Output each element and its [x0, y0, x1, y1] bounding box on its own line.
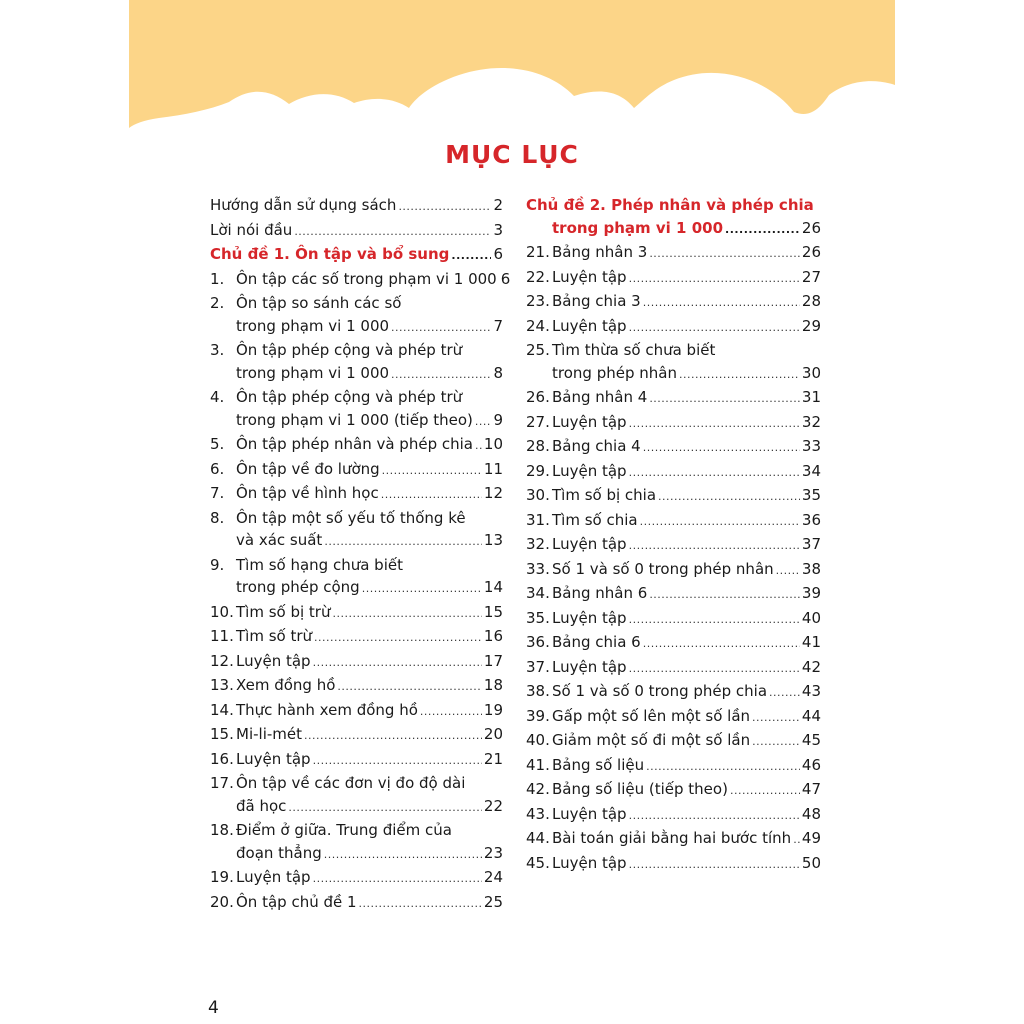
toc-entry — [526, 631, 821, 656]
toc-entry — [526, 729, 821, 754]
dot-leader — [793, 829, 800, 852]
toc-entry-number: 17. — [210, 774, 234, 792]
toc-entry-title: Ôn tập về hình học — [236, 484, 379, 502]
toc-entry-number: 33. — [526, 559, 550, 578]
toc-entry-title: Tìm số hạng chưa biết — [236, 555, 403, 574]
toc-entry-page: 33 — [801, 437, 821, 455]
toc-entry-number: 21. — [526, 243, 550, 261]
toc-entry-number: 37. — [526, 657, 550, 676]
dot-leader — [398, 196, 491, 219]
dot-leader — [725, 219, 800, 242]
dot-leader — [324, 844, 482, 867]
toc-entry-number: 9. — [210, 555, 225, 574]
toc-entry-page: 2 — [493, 196, 503, 214]
toc-entry-page: 38 — [801, 559, 821, 578]
toc-entry-number: 1. — [210, 269, 225, 288]
toc-entry-page: 22 — [483, 796, 503, 815]
toc-entry — [210, 219, 503, 244]
toc-chapter-heading — [526, 194, 821, 241]
toc-entry-number: 39. — [526, 706, 550, 725]
toc-chapter-heading — [210, 243, 503, 268]
toc-entry-title: Hướng dẫn sử dụng sách — [210, 196, 397, 214]
dot-leader — [769, 682, 800, 705]
dot-leader — [475, 435, 482, 458]
toc-entry-title: Ôn tập về các đơn vị đo độ dài — [236, 774, 466, 792]
toc-entry-title: Bài toán giải bằng hai bước tính — [552, 829, 792, 847]
toc-entry-title: Chủ đề 1. Ôn tập và bổ sung — [210, 245, 450, 263]
dot-leader — [359, 893, 482, 916]
toc-entry-title: Ôn tập phép cộng và phép trừ — [236, 388, 463, 406]
toc-entry-number: 34. — [526, 584, 550, 602]
toc-entry-title: Bảng nhân 4 — [552, 388, 648, 406]
toc-entry — [526, 509, 821, 534]
toc-entry — [526, 411, 821, 436]
toc-entry-page: 50 — [801, 853, 821, 872]
toc-entry-page: 12 — [483, 484, 503, 502]
book-page — [129, 0, 895, 1024]
toc-entry-title: Luyện tập — [552, 535, 627, 553]
toc-entry-page: 27 — [801, 267, 821, 286]
dot-leader — [640, 511, 800, 534]
toc-entry — [526, 315, 821, 340]
toc-entry — [210, 433, 503, 458]
toc-entry-number: 32. — [526, 535, 550, 553]
toc-entry-title: Luyện tập — [236, 651, 311, 670]
toc-entry-title: đoạn thẳng — [236, 843, 322, 862]
toc-entry-page: 47 — [801, 780, 821, 798]
dot-leader — [629, 413, 800, 436]
toc-entry-number: 11. — [210, 627, 234, 645]
dot-leader — [629, 268, 800, 291]
toc-entry-page: 11 — [483, 459, 503, 478]
dot-leader — [752, 731, 800, 754]
toc-entry-page: 16 — [483, 627, 503, 645]
toc-entry — [210, 507, 503, 554]
dot-leader — [420, 701, 482, 724]
toc-entry-page: 26 — [801, 243, 821, 261]
toc-entry — [526, 754, 821, 779]
toc-entry-page: 3 — [493, 220, 503, 239]
toc-entry-number: 15. — [210, 725, 234, 743]
toc-entry-title: Gấp một số lên một số lần — [552, 706, 751, 725]
toc-entry-title: Tìm số chia — [552, 510, 638, 529]
toc-entry-title: Ôn tập các số trong phạm vi 1 000 — [236, 269, 497, 288]
toc-entry-title: Luyện tập — [552, 853, 627, 872]
toc-entry — [526, 827, 821, 852]
toc-entry — [210, 866, 503, 891]
toc-entry-title: trong phạm vi 1 000 — [236, 316, 390, 335]
toc-entry-page: 49 — [801, 829, 821, 847]
toc-entry-number: 45. — [526, 853, 550, 872]
toc-entry-number: 14. — [210, 700, 234, 719]
toc-entry-number: 43. — [526, 804, 550, 823]
toc-entry-page: 39 — [801, 584, 821, 602]
toc-entry-page: 8 — [493, 363, 503, 382]
toc-entry-title: Tìm số bị trừ — [236, 602, 331, 621]
cloud-header-decoration — [129, 0, 895, 140]
toc-entry — [210, 819, 503, 866]
toc-column-left — [210, 194, 511, 915]
toc-entry-number: 30. — [526, 486, 550, 504]
dot-leader — [629, 317, 800, 340]
toc-entry-number: 4. — [210, 388, 225, 406]
toc-entry — [526, 607, 821, 632]
toc-entry-page: 15 — [483, 602, 503, 621]
toc-entry-title: Bảng nhân 3 — [552, 243, 648, 261]
toc-entry-title: Chủ đề 2. Phép nhân và phép chia — [526, 196, 814, 214]
toc-entry — [526, 680, 821, 705]
toc-entry-number: 22. — [526, 267, 550, 286]
toc-entry-title: Luyện tập — [552, 657, 627, 676]
toc-entry-number: 19. — [210, 868, 234, 886]
toc-entry — [526, 460, 821, 485]
toc-entry-title: đã học — [236, 796, 287, 815]
page-number: 4 — [208, 998, 219, 1018]
dot-leader — [649, 243, 800, 266]
toc-entry-title: Xem đồng hồ — [236, 676, 336, 694]
toc-entry-page: 32 — [801, 412, 821, 431]
toc-entry-title: Luyện tập — [236, 749, 311, 768]
toc-entry-page: 46 — [801, 755, 821, 774]
page-title: MỤC LỤC — [445, 140, 579, 169]
toc-entry-title: Luyện tập — [552, 461, 627, 480]
toc-entry — [526, 705, 821, 730]
toc-entry-page: 26 — [801, 218, 821, 237]
toc-entry-page: 24 — [483, 868, 503, 886]
toc-entry-number: 36. — [526, 633, 550, 651]
toc-entry-title: trong phạm vi 1 000 (tiếp theo) — [236, 410, 473, 429]
toc-entry-title: Luyện tập — [552, 804, 627, 823]
toc-entry-number: 2. — [210, 294, 225, 312]
toc-entry-page: 36 — [801, 510, 821, 529]
toc-entry-title: Luyện tập — [552, 267, 627, 286]
toc-entry-title: Bảng chia 6 — [552, 633, 641, 651]
toc-entry-number: 12. — [210, 651, 234, 670]
toc-entry — [210, 891, 503, 916]
toc-entry-number: 3. — [210, 341, 225, 359]
toc-entry-page: 10 — [483, 435, 503, 453]
dot-leader — [629, 462, 800, 485]
toc-entry — [526, 339, 821, 386]
toc-entry-number: 20. — [210, 892, 234, 911]
toc-entry-title: Bảng số liệu — [552, 755, 645, 774]
toc-entry — [210, 554, 503, 601]
toc-entry — [526, 656, 821, 681]
dot-leader — [629, 658, 800, 681]
toc-entry-title: Luyện tập — [552, 412, 627, 431]
dot-leader — [324, 531, 482, 554]
toc-entry-title: trong phạm vi 1 000 — [552, 218, 724, 237]
toc-entry-page: 35 — [801, 486, 821, 504]
dot-leader — [629, 535, 800, 558]
toc-entry-page: 43 — [801, 682, 821, 700]
toc-entry-page: 37 — [801, 535, 821, 553]
toc-entry-number: 13. — [210, 676, 234, 694]
toc-entry-page: 45 — [801, 731, 821, 749]
toc-entry — [526, 290, 821, 315]
toc-entry — [210, 482, 503, 507]
toc-entry-title: Bảng số liệu (tiếp theo) — [552, 780, 728, 798]
toc-entry-number: 40. — [526, 731, 550, 749]
toc-entry-title: Luyện tập — [236, 868, 311, 886]
toc-entry — [526, 852, 821, 877]
toc-entry-title: Ôn tập chủ đề 1 — [236, 892, 357, 911]
dot-leader — [629, 609, 800, 632]
toc-entry-page: 41 — [801, 633, 821, 651]
dot-leader — [391, 364, 491, 387]
toc-entry — [210, 674, 503, 699]
toc-entry-number: 29. — [526, 461, 550, 480]
dot-leader — [730, 780, 800, 803]
toc-entry — [526, 558, 821, 583]
toc-entry-title: trong phạm vi 1 000 — [236, 363, 390, 382]
toc-entry-title: Giảm một số đi một số lần — [552, 731, 751, 749]
toc-entry-page: 6 — [500, 269, 511, 288]
toc-entry — [210, 601, 503, 626]
dot-leader — [332, 603, 481, 626]
dot-leader — [288, 797, 481, 820]
dot-leader — [629, 805, 800, 828]
toc-entry-title: Bảng chia 4 — [552, 437, 641, 455]
toc-entry-page: 13 — [483, 531, 503, 549]
toc-entry-page: 23 — [483, 843, 503, 862]
toc-entry — [526, 778, 821, 803]
toc-entry-number: 7. — [210, 484, 225, 502]
toc-entry-page: 17 — [483, 651, 503, 670]
toc-entry-title: Ôn tập phép nhân và phép chia — [236, 435, 473, 453]
toc-entry-number: 8. — [210, 508, 225, 527]
toc-entry-number: 6. — [210, 459, 225, 478]
dot-leader — [679, 364, 800, 387]
toc-entry — [526, 435, 821, 460]
dot-leader — [391, 317, 491, 340]
toc-entry-page: 34 — [801, 461, 821, 480]
toc-entry — [526, 241, 821, 266]
toc-entry — [210, 723, 503, 748]
toc-entry-title: Bảng nhân 6 — [552, 584, 648, 602]
toc-entry-page: 31 — [801, 388, 821, 406]
dot-leader — [313, 868, 482, 891]
toc-entry-number: 27. — [526, 412, 550, 431]
toc-entry — [210, 699, 503, 724]
toc-entry — [210, 625, 503, 650]
toc-entry — [210, 339, 503, 386]
toc-entry-title: Tìm số trừ — [236, 627, 313, 645]
toc-entry-number: 44. — [526, 829, 550, 847]
toc-entry — [526, 533, 821, 558]
toc-entry — [210, 650, 503, 675]
dot-leader — [313, 750, 482, 773]
toc-entry-page: 6 — [493, 245, 503, 263]
toc-entry — [210, 268, 511, 293]
toc-entry-title: Lời nói đầu — [210, 220, 293, 239]
toc-entry-number: 5. — [210, 435, 225, 453]
dot-leader — [649, 388, 800, 411]
toc-entry-number: 41. — [526, 755, 550, 774]
dot-leader — [313, 652, 482, 675]
dot-leader — [643, 437, 800, 460]
toc-entry-page: 14 — [483, 578, 503, 596]
dot-leader — [337, 676, 482, 699]
toc-entry-number: 16. — [210, 749, 234, 768]
dot-leader — [643, 292, 800, 315]
dot-leader — [776, 560, 800, 583]
toc-entry-page: 30 — [801, 363, 821, 382]
toc-entry — [210, 772, 503, 819]
toc-entry-page: 19 — [483, 700, 503, 719]
toc-entry-title: Luyện tập — [552, 608, 627, 627]
toc-entry-number: 42. — [526, 780, 550, 798]
toc-entry-page: 40 — [801, 608, 821, 627]
dot-leader — [658, 486, 800, 509]
toc-entry-number: 38. — [526, 682, 550, 700]
toc-entry-page: 21 — [483, 749, 503, 768]
dot-leader — [475, 411, 492, 434]
toc-entry-page: 18 — [483, 676, 503, 694]
toc-entry — [526, 266, 821, 291]
toc-entry — [526, 582, 821, 607]
toc-entry-page: 29 — [801, 316, 821, 335]
toc-entry-number: 23. — [526, 292, 550, 310]
dot-leader — [294, 221, 491, 244]
toc-entry-page: 44 — [801, 706, 821, 725]
dot-leader — [304, 725, 482, 748]
toc-entry-title: Ôn tập về đo lường — [236, 459, 380, 478]
toc-entry-title: Số 1 và số 0 trong phép nhân — [552, 559, 774, 578]
toc-entry-number: 24. — [526, 316, 550, 335]
toc-entry-number: 35. — [526, 608, 550, 627]
toc-entry-page: 25 — [483, 892, 503, 911]
dot-leader — [382, 460, 482, 483]
toc-entry-number: 26. — [526, 388, 550, 406]
toc-entry-title: Tìm thừa số chưa biết — [552, 341, 716, 359]
dot-leader — [752, 707, 800, 730]
toc-entry-page: 20 — [483, 725, 503, 743]
dot-leader — [362, 578, 482, 601]
toc-entry-title: Tìm số bị chia — [552, 486, 657, 504]
dot-leader — [643, 633, 800, 656]
toc-entry-page: 7 — [493, 316, 503, 335]
toc-entry-page: 48 — [801, 804, 821, 823]
toc-entry-number: 25. — [526, 341, 550, 359]
toc-entry-page: 42 — [801, 657, 821, 676]
toc-entry-number: 28. — [526, 437, 550, 455]
toc-entry-title: trong phép nhân — [552, 363, 677, 382]
toc-entry-title: Điểm ở giữa. Trung điểm của — [236, 821, 452, 839]
dot-leader — [646, 756, 800, 779]
toc-entry-title: Số 1 và số 0 trong phép chia — [552, 682, 768, 700]
toc-entry — [526, 484, 821, 509]
toc-entry — [210, 458, 503, 483]
dot-leader — [629, 854, 800, 877]
toc-entry-title: Ôn tập so sánh các số — [236, 294, 402, 312]
toc-entry — [526, 803, 821, 828]
toc-entry-number: 31. — [526, 510, 550, 529]
toc-entry-title: Thực hành xem đồng hồ — [236, 700, 418, 719]
toc-entry — [210, 386, 503, 433]
dot-leader — [314, 627, 482, 650]
dot-leader — [381, 484, 482, 507]
dot-leader — [649, 584, 800, 607]
toc-entry — [210, 194, 503, 219]
toc-entry-title: Ôn tập phép cộng và phép trừ — [236, 341, 463, 359]
toc-entry-number: 10. — [210, 602, 234, 621]
toc-entry-title: Mi-li-mét — [236, 725, 302, 743]
toc-entry — [526, 386, 821, 411]
toc-entry — [210, 748, 503, 773]
toc-entry-page: 9 — [493, 410, 503, 429]
toc-entry-number: 18. — [210, 821, 234, 839]
toc-entry — [210, 292, 503, 339]
toc-entry-title: trong phép cộng — [236, 578, 360, 596]
dot-leader — [451, 245, 491, 268]
toc-entry-page: 28 — [801, 292, 821, 310]
toc-entry-title: Ôn tập một số yếu tố thống kê — [236, 508, 466, 527]
toc-entry-title: Luyện tập — [552, 316, 627, 335]
toc-entry-title: Bảng chia 3 — [552, 292, 641, 310]
toc-column-right — [526, 194, 821, 876]
toc-entry-title: và xác suất — [236, 531, 323, 549]
